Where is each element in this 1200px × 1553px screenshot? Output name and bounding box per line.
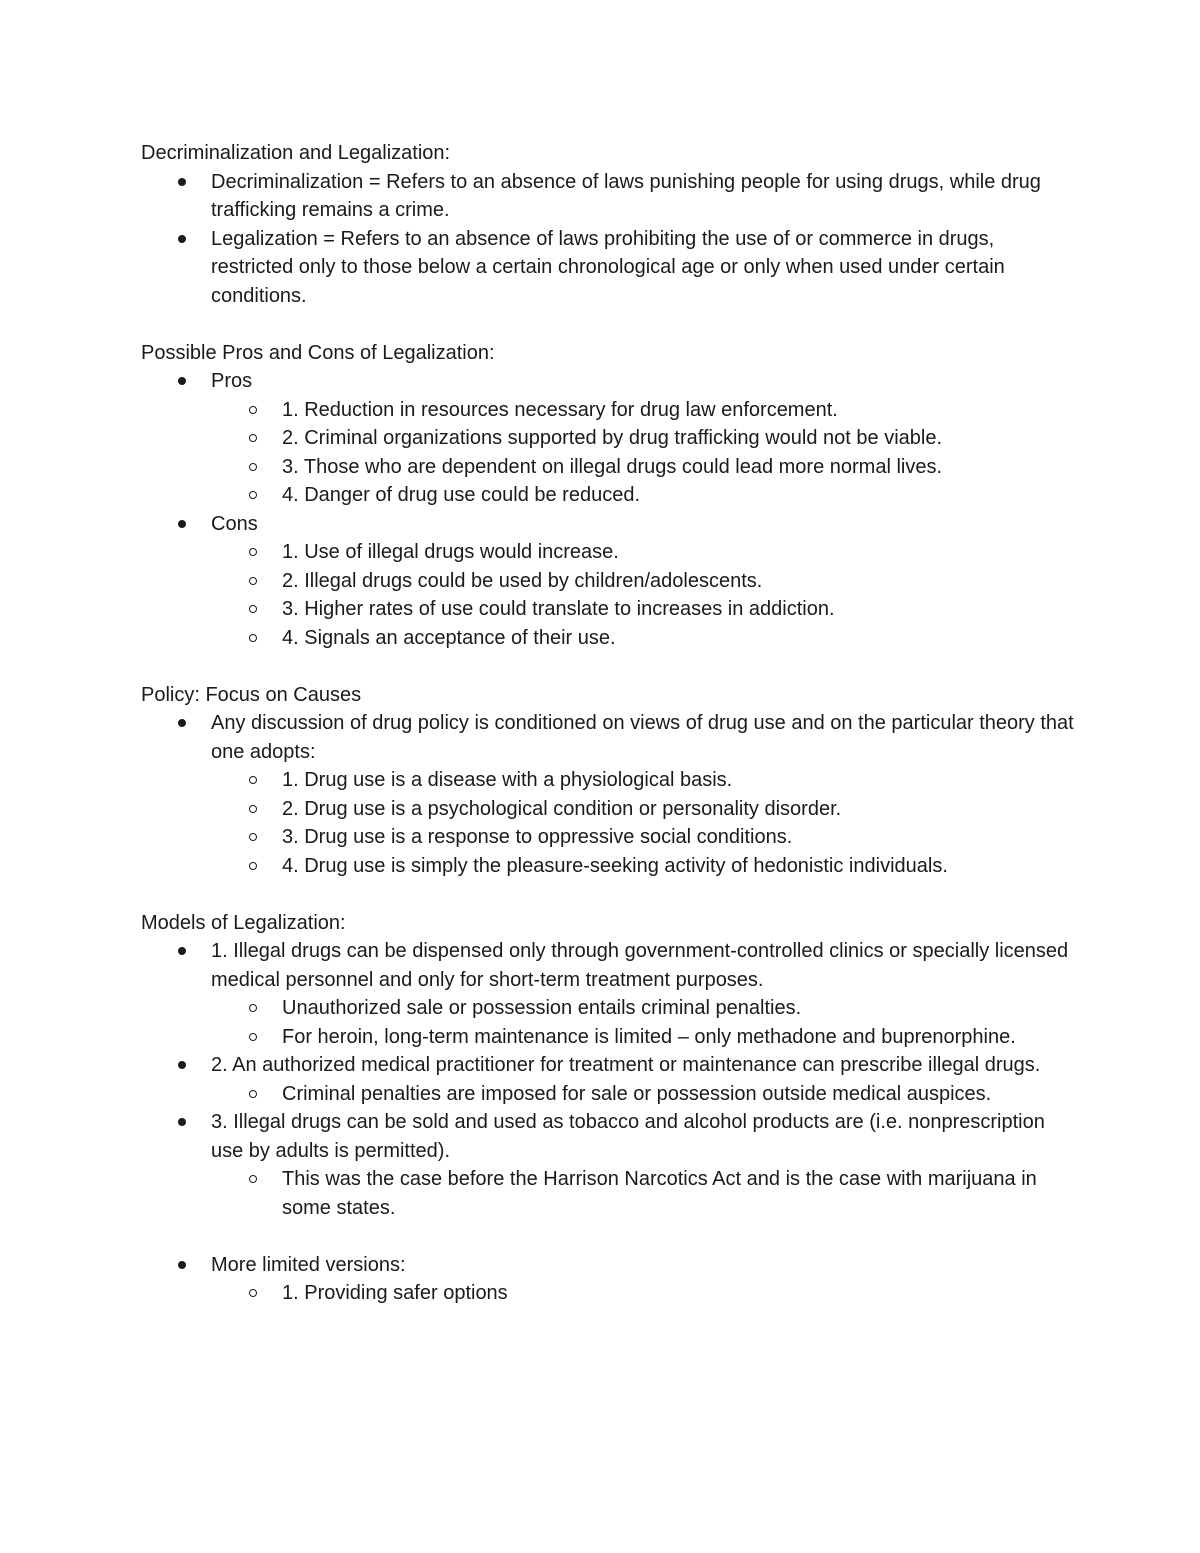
- sub-bullet-item: This was the case before the Harrison Narcotics Act and is the case with marijuana in some states.: [141, 1165, 1081, 1222]
- bullet-item: Legalization = Refers to an absence of laws prohibiting the use of or commerce in drugs, restricted only to those below a certain chronological age or only when used under certain conditions.: [141, 225, 1081, 311]
- section-heading: Policy: Focus on Causes: [141, 683, 362, 706]
- bullet-item: Any discussion of drug policy is conditioned on views of drug use and on the particular theory that one adopts:: [141, 709, 1081, 766]
- sub-bullet-item: Criminal penalties are imposed for sale or possession outside medical auspices.: [141, 1080, 1081, 1109]
- bullet-item-cons: Cons: [141, 510, 1081, 539]
- sub-bullet-item: Unauthorized sale or possession entails criminal penalties.: [141, 994, 1081, 1023]
- sub-bullet-item: 4. Signals an acceptance of their use.: [141, 624, 1081, 653]
- bullet-item: Decriminalization = Refers to an absence of laws punishing people for using drugs, while drug trafficking remains a crime.: [141, 168, 1081, 225]
- sub-bullet-item: 1. Use of illegal drugs would increase.: [141, 538, 1081, 567]
- sub-bullet-item: 3. Higher rates of use could translate to increases in addiction.: [141, 595, 1081, 624]
- sub-bullet-item: 2. Drug use is a psychological condition or personality disorder.: [141, 795, 1081, 824]
- sub-bullet-item: For heroin, long-term maintenance is limited – only methadone and buprenorphine.: [141, 1023, 1081, 1052]
- sub-bullet-item: 3. Drug use is a response to oppressive social conditions.: [141, 823, 1081, 852]
- sub-bullet-item: 3. Those who are dependent on illegal drugs could lead more normal lives.: [141, 453, 1081, 482]
- bullet-item: 3. Illegal drugs can be sold and used as tobacco and alcohol products are (i.e. nonprescription use by adults is permitted).: [141, 1108, 1081, 1165]
- section-heading: Decriminalization and Legalization:: [141, 142, 451, 164]
- bullet-item: 2. An authorized medical practitioner for treatment or maintenance can prescribe illegal drugs.: [141, 1051, 1081, 1080]
- section-heading: Possible Pros and Cons of Legalization:: [141, 341, 495, 364]
- sub-bullet-item: 4. Danger of drug use could be reduced.: [141, 481, 1081, 510]
- sub-bullet-item: 2. Illegal drugs could be used by children/adolescents.: [141, 567, 1081, 596]
- sub-bullet-item: 1. Reduction in resources necessary for drug law enforcement.: [141, 396, 1081, 425]
- sub-bullet-item: 1. Providing safer options: [141, 1279, 1081, 1308]
- sub-bullet-item: 1. Drug use is a disease with a physiological basis.: [141, 766, 1081, 795]
- bullet-item-pros: Pros: [141, 367, 1081, 396]
- bullet-item: More limited versions:: [141, 1251, 1081, 1280]
- bullet-item: 1. Illegal drugs can be dispensed only through government-controlled clinics or specially licensed medical personnel and only for short-term treatment purposes.: [141, 937, 1081, 994]
- sub-bullet-item: 4. Drug use is simply the pleasure-seeking activity of hedonistic individuals.: [141, 852, 1081, 881]
- section-heading: Models of Legalization:: [141, 911, 346, 934]
- document-body: [141, 139, 1081, 1308]
- sub-bullet-item: 2. Criminal organizations supported by drug trafficking would not be viable.: [141, 424, 1081, 453]
